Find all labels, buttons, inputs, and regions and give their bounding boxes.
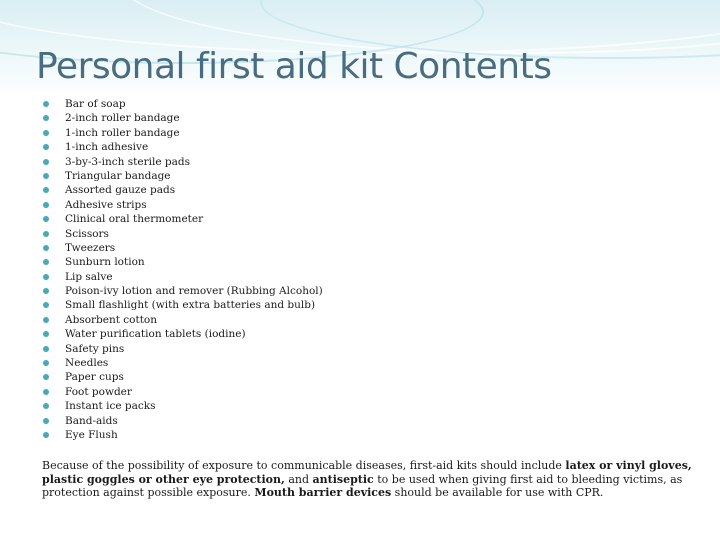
bullet-icon bbox=[43, 374, 49, 380]
note-text: and bbox=[284, 472, 313, 486]
list-item bbox=[42, 327, 323, 341]
bullet-icon bbox=[43, 274, 49, 280]
bullet-icon bbox=[43, 159, 49, 165]
list-item bbox=[42, 126, 323, 140]
list-item-label: Absorbent cotton bbox=[65, 313, 158, 326]
bullet-icon bbox=[43, 231, 49, 237]
list-item-label: Paper cups bbox=[65, 371, 124, 384]
list-item-label: Triangular bandage bbox=[65, 169, 171, 182]
list-item bbox=[42, 356, 323, 370]
exposure-note bbox=[42, 459, 692, 500]
list-item bbox=[42, 428, 323, 442]
bullet-icon bbox=[43, 403, 49, 409]
list-item-label: 2-inch roller bandage bbox=[65, 112, 180, 125]
bullet-icon bbox=[43, 216, 49, 222]
list-item bbox=[42, 414, 323, 428]
list-item-label: 3-by-3-inch sterile pads bbox=[65, 155, 190, 168]
list-item bbox=[42, 212, 323, 226]
list-item bbox=[42, 255, 323, 269]
list-item-label: Sunburn lotion bbox=[65, 256, 145, 269]
list-item-label: Water purification tablets (iodine) bbox=[65, 328, 246, 341]
list-item-label: 1-inch roller bandage bbox=[65, 126, 180, 139]
slide-title: Personal first aid kit Contents bbox=[36, 46, 552, 87]
bullet-icon bbox=[43, 317, 49, 323]
list-item bbox=[42, 155, 323, 169]
list-item-label: Foot powder bbox=[65, 385, 132, 398]
list-item-label: Needles bbox=[65, 357, 109, 370]
list-item-label: Safety pins bbox=[65, 342, 125, 355]
list-item bbox=[42, 97, 323, 111]
list-item-label: Poison-ivy lotion and remover (Rubbing Alcohol) bbox=[65, 285, 323, 298]
note-bold-antiseptic: antiseptic bbox=[312, 472, 374, 486]
bullet-icon bbox=[43, 302, 49, 308]
list-item-label: Instant ice packs bbox=[65, 400, 156, 413]
list-item-label: Clinical oral thermometer bbox=[65, 213, 204, 226]
list-item-label: 1-inch adhesive bbox=[65, 141, 149, 154]
bullet-icon bbox=[43, 259, 49, 265]
list-item bbox=[42, 399, 323, 413]
bullet-icon bbox=[43, 202, 49, 208]
note-bold-gloves: latex or vinyl gloves, plastic goggles or other eye protection, bbox=[42, 459, 692, 486]
list-item bbox=[42, 140, 323, 154]
bullet-icon bbox=[43, 432, 49, 438]
contents-list bbox=[42, 97, 323, 442]
list-item-label: Tweezers bbox=[65, 241, 116, 254]
list-item bbox=[42, 169, 323, 183]
list-item bbox=[42, 183, 323, 197]
bullet-icon bbox=[43, 173, 49, 179]
list-item-label: Small flashlight (with extra batteries and bulb) bbox=[65, 299, 316, 312]
list-item bbox=[42, 385, 323, 399]
bullet-icon bbox=[43, 101, 49, 107]
bullet-icon bbox=[43, 187, 49, 193]
list-item-label: Band-aids bbox=[65, 414, 118, 427]
list-item bbox=[42, 241, 323, 255]
note-text: Because of the possibility of exposure to communicable diseases, first-aid kits should include bbox=[42, 459, 566, 472]
list-item bbox=[42, 313, 323, 327]
list-item bbox=[42, 284, 323, 298]
list-item bbox=[42, 370, 323, 384]
note-text: should be available for use with CPR. bbox=[391, 486, 604, 500]
list-item-label: Lip salve bbox=[65, 270, 113, 283]
list-item-label: Adhesive strips bbox=[65, 198, 147, 211]
list-item bbox=[42, 227, 323, 241]
list-item bbox=[42, 111, 323, 125]
list-item-label: Eye Flush bbox=[65, 428, 118, 441]
list-item bbox=[42, 198, 323, 212]
list-item bbox=[42, 270, 323, 284]
bullet-icon bbox=[43, 130, 49, 136]
bullet-icon bbox=[43, 360, 49, 366]
list-item-label: Assorted gauze pads bbox=[65, 184, 176, 197]
bullet-icon bbox=[43, 288, 49, 294]
bullet-icon bbox=[43, 115, 49, 121]
note-text: to be used when giving first aid to bleeding victims, as protection against possible exposure. bbox=[42, 472, 683, 500]
bullet-icon bbox=[43, 389, 49, 395]
note-bold-mouth-barrier: Mouth barrier devices bbox=[254, 486, 392, 500]
list-item-label: Scissors bbox=[65, 227, 109, 240]
bullet-icon bbox=[43, 346, 49, 352]
list-item-label: Bar of soap bbox=[65, 98, 126, 110]
bullet-icon bbox=[43, 245, 49, 251]
list-item bbox=[42, 342, 323, 356]
bullet-icon bbox=[43, 331, 49, 337]
list-item bbox=[42, 298, 323, 312]
bullet-icon bbox=[43, 144, 49, 150]
bullet-icon bbox=[43, 418, 49, 424]
